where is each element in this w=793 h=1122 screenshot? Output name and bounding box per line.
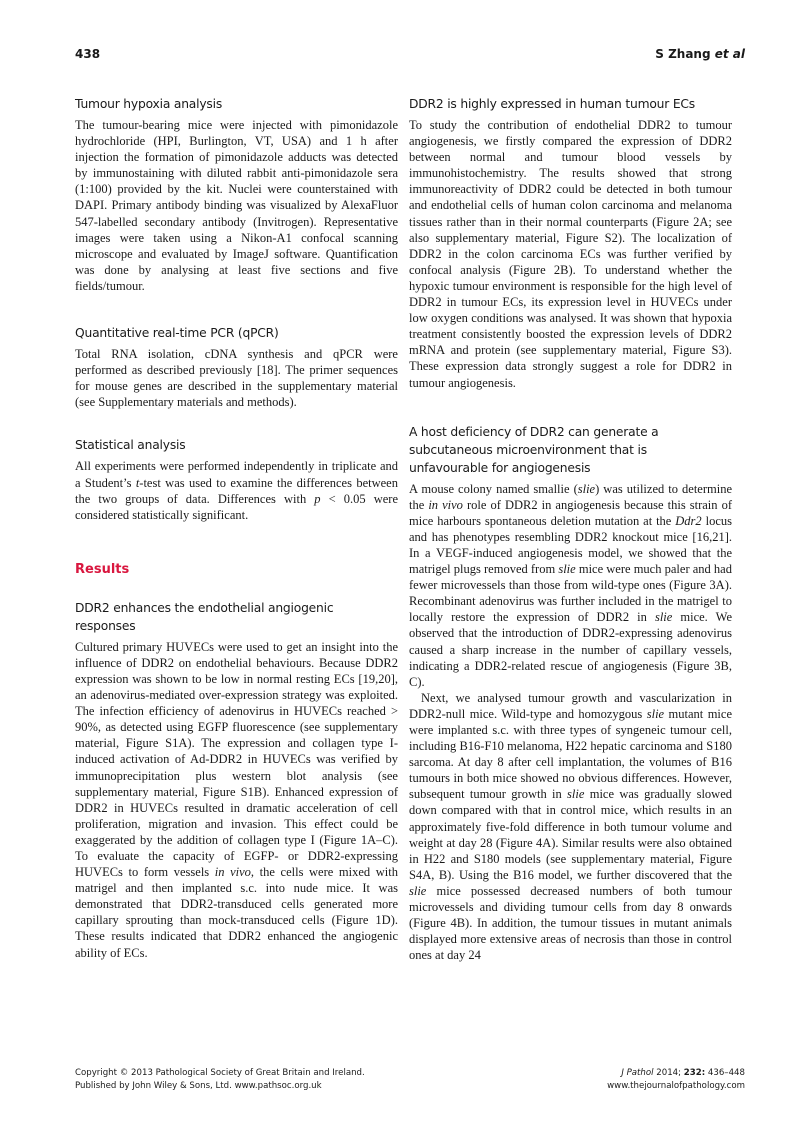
paragraph: The tumour-bearing mice were injected with pimonidazole hydrochloride (HPI, Burlington, VT, USA) and 1 h after injection the formation of pimonidazole adducts was detected by immunostaining with diluted rabbit anti-pimonidazole sera (1:100) provided by the kit. Nuclei were counterstained with DAPI. Primary antibody binding was visualized by AlexaFluor 547-labelled secondary antibody (Invitrogen). Representative images were taken using a Nikon-A1 confocal scanning microscope and evaluated by ImageJ software. Quantification was done by analysing at least five sections and five fields/tumour. (75, 118, 398, 293)
section-tumour-hypoxia (75, 95, 398, 294)
running-head (655, 47, 745, 61)
section-ddr2-enhances (75, 599, 398, 961)
citation-line: J Pathol 2014; 232: 436–448 (621, 1068, 745, 1078)
journal-url: www.thejournalofpathology.com (607, 1080, 745, 1091)
footer-citation (607, 1067, 745, 1092)
author-name: S Zhang (655, 47, 711, 61)
paragraph: A mouse colony named smallie (slie) was utilized to determine the in vivo role of DDR2 in angiogenesis because this strain of mice harbours spontaneous deletion mutation at the Ddr2 locus and has phenotypes resembling DDR2 knockout mice [16,21]. In a VEGF-induced angiogenesis model, we showed that the matrigel plugs removed from slie mice were much paler and had fewer microvessels than those from wild-type ones (Figure 3A). Recombinant adenovirus was further included in the matrigel to locally restore the expression of DDR2 in slie mice. We observed that the introduction of DDR2-expressing adenovirus caused a sharp increase in the number of capillary vessels, indicating a DDR2-related rescue of angiogenesis (Figure 3B, C). (409, 481, 733, 689)
section-heading: A host deficiency of DDR2 can generate a subcutaneous microenvironment that is unfavourable for angiogenesis (409, 424, 659, 475)
section-heading: Quantitative real-time PCR (qPCR) (75, 326, 279, 341)
page-number: 438 (75, 47, 101, 61)
section-heading: Statistical analysis (75, 438, 186, 453)
section-host-deficiency (409, 423, 732, 964)
copyright-line: Copyright © 2013 Pathological Society of Great Britain and Ireland. (75, 1068, 365, 1078)
publisher-line: Published by John Wiley & Sons, Ltd. www.pathsoc.org.uk (75, 1080, 322, 1091)
paragraph: Cultured primary HUVECs were used to get an insight into the influence of DDR2 on endothelial behaviours. Because DDR2 expression was shown to be low in normal resting ECs [19,20], an adenovirus-mediated over-expression strategy was exploited. The infection efficiency of adenovirus in HUVECs reached > 90%, as detected using EGFP fluorescence (see supplementary material, Figure S1A). The expression and collagen type I-induced activation of Ad-DDR2 in HUVECs was verified by immunoprecipitation plus western blot analysis (see supplementary material, Figure S1B). Enhanced expression of DDR2 in HUVECs resulted in dramatic acceleration of cell proliferation, migration and invasion. This effect could be exaggerated by the addition of collagen type I (Figure 1A–C). To evaluate the capacity of EGFP- or DDR2-expressing HUVECs to form vessels in vivo, the cells were mixed with matrigel and then implanted s.c. into nude mice. It was demonstrated that DDR2-transduced cells generated more capillary sprouting than mock-transduced cells (Figure 1D). These results indicated that DDR2 enhanced the angiogenic ability of ECs. (75, 639, 398, 960)
results-heading: Results (75, 561, 130, 577)
paragraph: Total RNA isolation, cDNA synthesis and qPCR were performed as described previously [18]. The primer sequences for mouse genes are described in the supplementary material (see Supplementary materials and methods). (75, 347, 398, 410)
left-column (75, 95, 398, 961)
footer-copyright (75, 1067, 365, 1092)
section-heading: Tumour hypoxia analysis (75, 97, 223, 111)
paragraph: All experiments were performed independently in triplicate and a Student’s t-test was used to examine the differences between the two groups of data. Differences with p < 0.05 were considered statistically significant. (75, 459, 398, 522)
section-heading: DDR2 is highly expressed in human tumour ECs (409, 97, 695, 111)
author-suffix: et al (714, 47, 745, 61)
section-heading: DDR2 enhances the endothelial angiogenic responses (75, 600, 334, 633)
section-qpcr (75, 324, 398, 410)
section-ddr2-highly-expressed (409, 95, 732, 391)
paragraph: Next, we analysed tumour growth and vascularization in DDR2-null mice. Wild-type and homozygous slie mutant mice were implanted s.c. with three types of syngeneic tumour cell, including B16-F10 melanoma, H22 hepatic carcinoma and S180 sarcoma. At day 8 after cell implantation, the volumes of B16 tumours in both mice showed no obvious differences. However, subsequent tumour growth in slie mice was gradually slowed down compared with that in control mice, which results in an approximately five-fold difference in both tumour volume and weight at day 28 (Figure 4A). Similar results were also obtained in H22 and S180 models (see supplementary material, Figure S4A, B). Using the B16 model, we further discovered that the slie mice possessed decreased numbers of both tumour microvessels and dividing tumour cells from day 8 onwards (Figure 4B). In addition, the tumour tissues in mutant animals displayed more extensive areas of necrosis than those in control ones at day 24 (409, 690, 732, 963)
right-column (409, 95, 732, 963)
section-statistical-analysis (75, 436, 398, 522)
paragraph: To study the contribution of endothelial DDR2 to tumour angiogenesis, we firstly compared the expression of DDR2 between normal and tumour blood vessels by immunohistochemistry. The results showed that strong immunoreactivity of DDR2 could be detected in both tumour and endothelial cells of human colon carcinoma and melanoma tissues rather than in their normal counterparts (Figure 2A; see also supplementary material, Figure S2). The localization of DDR2 in the colon carcinoma ECs was further verified by confocal analysis (Figure 2B). To understand whether the hypoxic tumour environment is responsible for the high level of DDR2 in tumour ECs, its expression level in HUVECs under low oxygen conditions was analysed. It was shown that hypoxia treatment consistently boosted the expression levels of DDR2 mRNA and protein (see supplementary material, Figure S3). These expression data strongly suggest a role for DDR2 in tumour angiogenesis. (409, 118, 732, 390)
